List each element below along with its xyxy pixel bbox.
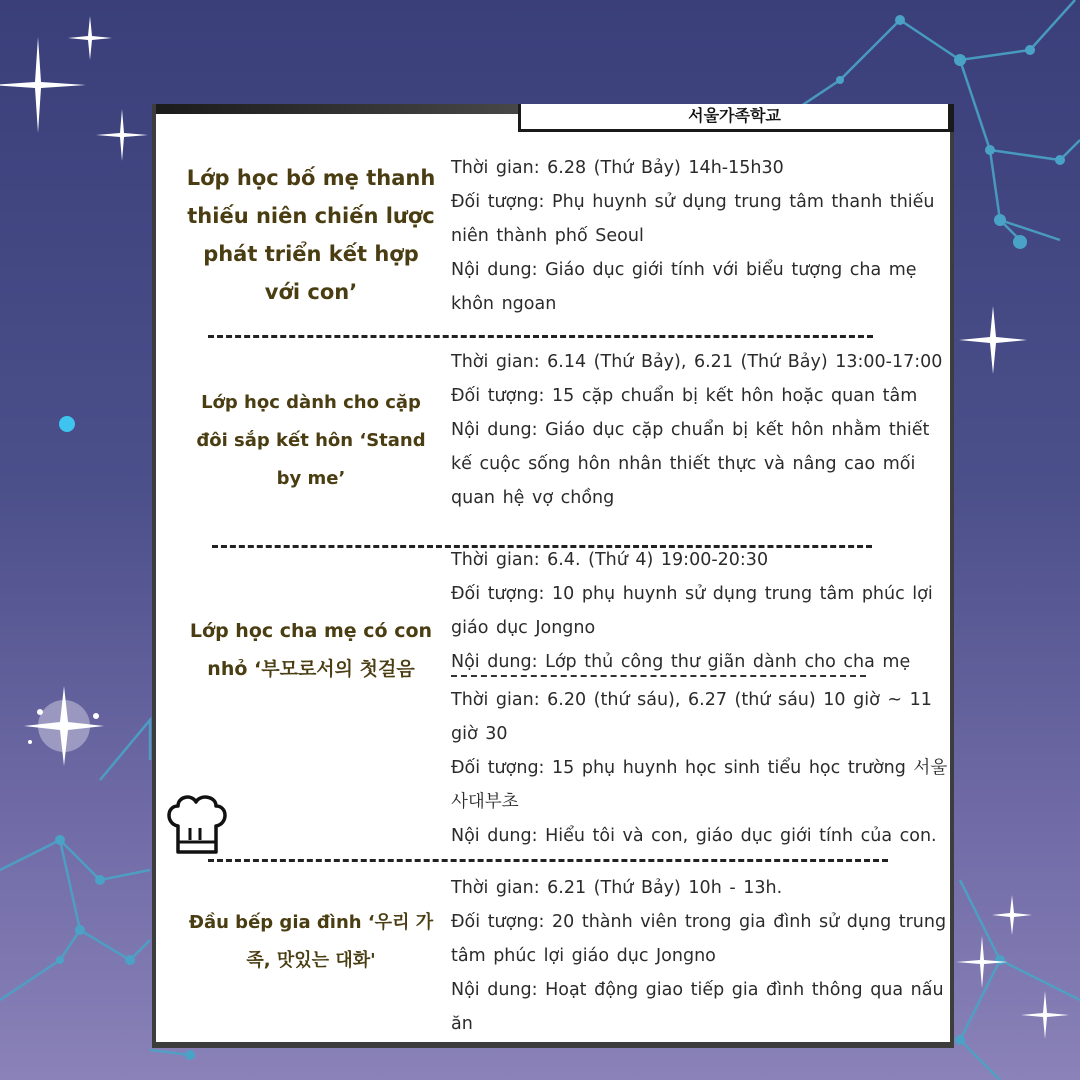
info-target: Đối tượng: 15 phụ huynh học sinh tiểu học trường 서울사대부초: [451, 758, 948, 812]
info-content: Nội dung: Hoạt động giao tiếp gia đình thông qua nấu ăn: [451, 980, 944, 1034]
class-title-2: Lớp học dành cho cặp đôi sắp kết hôn ‘Stand by me’: [196, 392, 426, 489]
info-time: Thời gian: 6.21 (Thứ Bảy) 10h - 13h.: [451, 878, 783, 898]
class-info-3: [451, 543, 956, 679]
info-target: Đối tượng: 20 thành viên trong gia đình sử dụng trung tâm phúc lợi giáo dục Jongno: [451, 912, 947, 966]
class-info-1: [451, 151, 956, 321]
info-time: Thời gian: 6.20 (thứ sáu), 6.27 (thứ sáu) 10 giờ ~ 11 giờ 30: [451, 690, 932, 744]
info-time: Thời gian: 6.4. (Thứ 4) 19:00-20:30: [451, 550, 769, 570]
info-time: Thời gian: 6.28 (Thứ Bảy) 14h-15h30: [451, 158, 784, 178]
program-card: [152, 104, 954, 1048]
info-content: Nội dung: Giáo dục cặp chuẩn bị kết hôn nhằm thiết kế cuộc sống hôn nhân thiết thực và nâng cao mối quan hệ vợ chồng: [451, 420, 930, 508]
info-target: Đối tượng: Phụ huynh sử dụng trung tâm thanh thiếu niên thành phố Seoul: [451, 192, 935, 246]
header-tab: 서울가족학교: [518, 104, 954, 132]
info-content: Nội dung: Hiểu tôi và con, giáo dục giới tính của con.: [451, 826, 937, 846]
class-info-3b: [451, 683, 956, 853]
info-time: Thời gian: 6.14 (Thứ Bảy), 6.21 (Thứ Bảy) 13:00-17:00: [451, 352, 943, 372]
divider: [208, 335, 873, 338]
chef-hat-icon: [164, 792, 230, 858]
class-title-3: Lớp học cha mẹ có con nhỏ ‘부모로서의 첫걸음: [189, 620, 433, 680]
info-content: Nội dung: Lớp thủ công thư giãn dành cho cha mẹ: [451, 652, 911, 672]
sub-divider: [451, 675, 866, 677]
info-target: Đối tượng: 15 cặp chuẩn bị kết hôn hoặc quan tâm: [451, 386, 918, 406]
class-title-4: Đầu bếp gia đình ‘우리 가족, 맛있는 대화': [188, 912, 434, 971]
class-info-4: [451, 871, 956, 1041]
class-info-2: [451, 345, 956, 515]
info-target: Đối tượng: 10 phụ huynh sử dụng trung tâm phúc lợi giáo dục Jongno: [451, 584, 933, 638]
divider: [208, 859, 888, 862]
info-content: Nội dung: Giáo dục giới tính với biểu tượng cha mẹ khôn ngoan: [451, 260, 917, 314]
class-title-1: Lớp học bố mẹ thanh thiếu niên chiến lược phát triển kết hợp với con’: [186, 166, 436, 304]
